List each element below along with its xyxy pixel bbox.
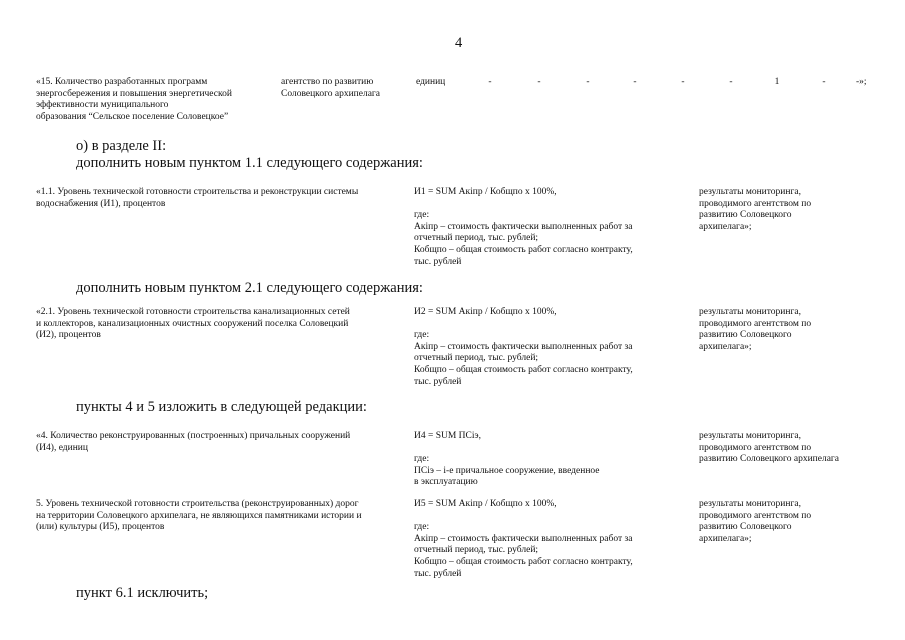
- item-5-description: [36, 499, 411, 534]
- text-line: Акiпр – стоимость фактически выполненных работ за: [414, 533, 633, 544]
- text-line: в эксплуатацию: [414, 477, 478, 488]
- row15-value: 1: [774, 77, 780, 87]
- item-1-1-formula: [414, 187, 684, 268]
- text-line: водоснабжения (И1), процентов: [36, 198, 166, 209]
- text-line: проводимого агентством по: [699, 510, 812, 521]
- text-line: отчетный период, тыс. рублей;: [414, 353, 539, 364]
- blank-line: [414, 443, 684, 455]
- text-line: тыс. рублей: [414, 568, 462, 579]
- text-line: агентство по развитию: [281, 77, 374, 87]
- text-line: архипелага»;: [699, 341, 752, 352]
- blank-line: [414, 199, 684, 211]
- text-line: отчетный период, тыс. рублей;: [414, 545, 539, 556]
- text-line: Соловецкого архипелага: [281, 88, 381, 99]
- text-line: И2 = SUM Акiпр / Кобщпо х 100%,: [414, 307, 557, 317]
- text-line: Кобщпо – общая стоимость работ согласно контракту,: [414, 556, 633, 567]
- section-heading: дополнить новым пунктом 2.1 следующего содержания:: [76, 280, 423, 296]
- item-4-source: [699, 431, 889, 466]
- row15-value: -: [586, 77, 590, 87]
- text-line: результаты мониторинга,: [699, 187, 801, 197]
- row15-value: -: [822, 77, 826, 87]
- item-5-formula: [414, 499, 684, 580]
- row15-value: -: [681, 77, 685, 87]
- row15-unit: единиц: [416, 77, 446, 87]
- text-line: результаты мониторинга,: [699, 499, 801, 509]
- section-heading: пункт 6.1 исключить;: [76, 585, 209, 601]
- row15-end: -»;: [856, 77, 867, 87]
- text-line: «1.1. Уровень технической готовности строительства и реконструкции системы: [36, 187, 359, 197]
- text-line: где:: [414, 454, 430, 465]
- item-1-1-source: [699, 187, 879, 233]
- text-line: на территории Соловецкого архипелага, не являющихся памятниками истории и: [36, 510, 362, 521]
- text-line: и коллекторов, канализационных очистных сооружений поселка Соловецкий: [36, 318, 349, 329]
- row15-description: [36, 77, 276, 123]
- item-4-description: [36, 431, 406, 454]
- page-number: 4: [455, 35, 463, 51]
- row15-value: -: [633, 77, 637, 87]
- text-line: тыс. рублей: [414, 376, 462, 387]
- text-line: отчетный период, тыс. рублей;: [414, 233, 539, 244]
- text-line: Кобщпо – общая стоимость работ согласно контракту,: [414, 244, 633, 255]
- text-line: энергосбережения и повышения энергетической: [36, 88, 232, 99]
- text-line: образования “Сельское поселение Соловецкое”: [36, 111, 229, 122]
- blank-line: [414, 511, 684, 523]
- text-line: И1 = SUM Акiпр / Кобщпо х 100%,: [414, 187, 557, 197]
- blank-line: [414, 319, 684, 331]
- text-line: (И2), процентов: [36, 330, 101, 341]
- section-heading: пункты 4 и 5 изложить в следующей редакции:: [76, 399, 367, 415]
- text-line: результаты мониторинга,: [699, 431, 801, 441]
- text-line: проводимого агентством по: [699, 442, 812, 453]
- row15-value: -: [488, 77, 492, 87]
- item-5-source: [699, 499, 879, 545]
- text-line: И4 = SUM ПСiэ,: [414, 431, 481, 441]
- text-line: «2.1. Уровень технической готовности строительства канализационных сетей: [36, 307, 350, 317]
- text-line: Акiпр – стоимость фактически выполненных работ за: [414, 341, 633, 352]
- text-line: «15. Количество разработанных программ: [36, 77, 208, 87]
- text-line: где:: [414, 210, 430, 221]
- text-line: архипелага»;: [699, 533, 752, 544]
- text-line: И5 = SUM Акiпр / Кобщпо х 100%,: [414, 499, 557, 509]
- text-line: развитию Соловецкого: [699, 210, 792, 221]
- text-line: (И4), единиц: [36, 442, 88, 453]
- text-line: Кобщпо – общая стоимость работ согласно контракту,: [414, 364, 633, 375]
- text-line: развитию Соловецкого: [699, 522, 792, 533]
- item-1-1-description: [36, 187, 406, 210]
- row15-value: -: [537, 77, 541, 87]
- text-line: где:: [414, 330, 430, 341]
- text-line: эффективности муниципального: [36, 100, 169, 111]
- text-line: проводимого агентством по: [699, 318, 812, 329]
- text-line: ПСiэ – i-е причальное сооружение, введенное: [414, 465, 600, 476]
- text-line: архипелага»;: [699, 221, 752, 232]
- row15-value: -: [729, 77, 733, 87]
- text-line: где:: [414, 522, 430, 533]
- section-heading: о) в разделе II:: [76, 138, 167, 154]
- item-2-1-description: [36, 307, 406, 342]
- text-line: 5. Уровень технической готовности строительства (реконструированных) дорог: [36, 499, 359, 509]
- text-line: развитию Соловецкого: [699, 330, 792, 341]
- item-2-1-source: [699, 307, 879, 353]
- text-line: (или) культуры (И5), процентов: [36, 522, 165, 533]
- text-line: результаты мониторинга,: [699, 307, 801, 317]
- text-line: «4. Количество реконструированных (построенных) причальных сооружений: [36, 431, 351, 441]
- item-4-formula: [414, 431, 684, 489]
- section-heading: дополнить новым пунктом 1.1 следующего содержания:: [76, 155, 423, 171]
- text-line: тыс. рублей: [414, 256, 462, 267]
- row15-agency: [281, 77, 411, 100]
- text-line: Акiпр – стоимость фактически выполненных работ за: [414, 221, 633, 232]
- text-line: проводимого агентством по: [699, 198, 812, 209]
- text-line: развитию Соловецкого архипелага: [699, 454, 840, 465]
- item-2-1-formula: [414, 307, 684, 388]
